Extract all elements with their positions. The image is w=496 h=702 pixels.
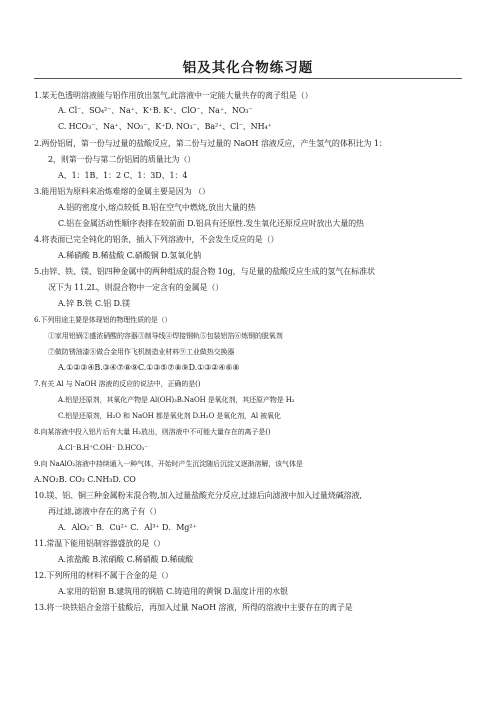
q7-stem: 7.有关 Al 与 NaOH 溶液的反应的说法中，正确的是() bbox=[34, 380, 201, 388]
q8-stem: 8.向某溶液中投入铝片后有大量 H₂放出，则溶液中不可能大量存在的离子是() bbox=[34, 428, 271, 436]
q11-stem: 11.常温下能用铝制容器盛放的是（） bbox=[34, 539, 165, 548]
q5-stem: 5.由锌、铁、镁、铝四种金属中的两种组成的混合物 10g，与足量的盐酸反应生成的氢气在标准状 bbox=[34, 267, 375, 276]
q5-stem-cont: 况下为 11.2L，则混合物中一定含有的金属是（） bbox=[48, 283, 224, 292]
q6-items-1: ①家用铝锅②盛浓硝酸的容器③制导线④焊接钢轨⑤包装铝箔⑥炼钢的脱氧剂 bbox=[48, 332, 283, 340]
q8-options: A.Cl⁻B.H⁺C.OH⁻ D.HCO₃⁻ bbox=[58, 444, 148, 452]
q5-options: A.锌 B.铁 C.铝 D.镁 bbox=[58, 299, 130, 308]
q1-stem: 1.某无色透明溶液能与铝作用放出氢气,此溶液中一定能大量共存的离子组是（） bbox=[34, 91, 313, 100]
q11-options: A.浓盐酸 B.浓硝酸 C.稀硝酸 D.稀硫酸 bbox=[58, 555, 194, 564]
q7-options-cd: C.铝是还原剂，H₂O 和 NaOH 都是氧化剂 D.H₂O 是氧化剂，Al 被氧化 bbox=[58, 412, 281, 420]
q6-stem: 6.下列用途主要是体现铝的物理性质的是（） bbox=[34, 316, 172, 324]
q3-options-ab: A.铝的密度小,熔点较低 B.铝在空气中燃烧,放出大量的热 bbox=[58, 203, 256, 212]
q10-stem: 10.镁、铝、铜三种金属粉末混合物,加入过量盐酸充分反应,过滤后向滤液中加入过量烧碱溶液, bbox=[34, 491, 362, 500]
q1-options-ab: A. Cl⁻、SO₄²⁻、Na⁺、K⁺B. K⁺、ClO⁻、Na⁺、NO₃⁻ bbox=[58, 106, 253, 115]
title-divider bbox=[34, 78, 462, 79]
q2-options: A、1：1B、1：2 C、1：3D、1：4 bbox=[58, 171, 188, 180]
q9-options: A.NO₂B. CO₂ C.NH₃D. CO bbox=[34, 475, 136, 484]
q3-options-cd: C.铝在金属活动性顺序表排在较前面 D.铝具有还原性.发生氧化还原反应时放出大量的热 bbox=[58, 219, 364, 228]
q12-stem: 12.下列所用的材料不属于合金的是（） bbox=[34, 571, 173, 580]
q13-stem: 13.将一块铁铝合金溶于盐酸后，再加入过量 NaOH 溶液，所得的溶液中主要存在的离子是 bbox=[34, 603, 353, 612]
q6-options: A.①②③④B.③④⑦⑧⑨C.①③⑤⑦⑧⑨D.①③②④⑥⑧ bbox=[58, 363, 240, 372]
q10-options: A．AlO₂⁻ B．Cu²⁺ C．Al³⁺ D．Mg²⁺ bbox=[58, 523, 197, 532]
page-title: 铝及其化合物练习题 bbox=[182, 60, 314, 76]
q2-stem-cont: 2，则第一份与第二份铝屑的质量比为（） bbox=[48, 155, 196, 164]
q2-stem: 2.两份铝屑，第一份与过量的盐酸反应，第二份与过量的 NaOH 溶液反应，产生氢气的体积比为 1： bbox=[34, 139, 387, 148]
q4-stem: 4.将表面已完全钝化的铝条，插入下列溶液中，不会发生反应的是（） bbox=[34, 235, 279, 244]
q9-stem: 9.向 NaAlO₂溶液中持续通入一种气体，开始时产生沉淀随后沉淀又逐渐溶解，该气体是 bbox=[34, 460, 303, 468]
q6-items-2: ⑦做防锈油漆⑧做合金用作飞机制造业材料⑨工业做热交换器 bbox=[48, 348, 235, 356]
q4-options: A.稀硝酸 B.稀盐酸 C.硝酸铜 D.氢氧化钠 bbox=[58, 251, 202, 260]
q12-options: A.家用的铝窗 B.建筑用的钢筋 C.铸造用的黄铜 D.温度计用的水银 bbox=[58, 587, 288, 596]
q1-options-cd: C. HCO₃⁻、Na⁺、NO₃⁻、K⁺D. NO₃⁻、Ba²⁺、Cl⁻、NH₄⁺ bbox=[58, 122, 272, 131]
q3-stem: 3.能用铝为原料来冶炼难熔的金属主要是因为 （） bbox=[34, 187, 210, 196]
q10-stem-cont: 再过滤,滤液中存在的离子有（） bbox=[48, 507, 162, 516]
q7-options-ab: A.铝是还原剂，其氧化产物是 Al(OH)₃B.NaOH 是氧化剂，其还原产物是 H₂ bbox=[58, 396, 295, 404]
